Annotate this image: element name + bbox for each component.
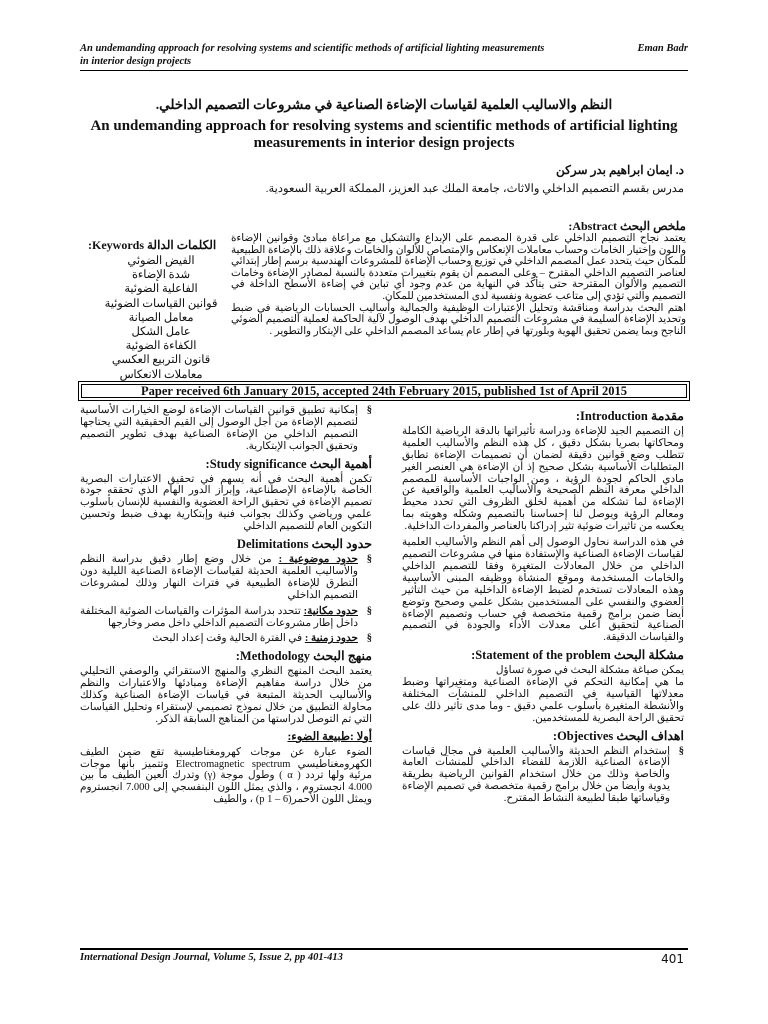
bullet-icon: § bbox=[366, 605, 372, 617]
abstract-heading: ملخص البحث Abstract: bbox=[568, 219, 686, 233]
keyword-item: معاملات الانعكاس bbox=[119, 368, 203, 381]
keyword-item: قوانين القياسات الضوئية bbox=[104, 297, 218, 310]
keyword-item: شدة الإضاءة bbox=[132, 269, 190, 282]
delimitation-item: § حدود زمنية : في الفترة الحالية وقت إعداد البحث bbox=[152, 633, 372, 645]
objective-item: § إستخدام النظم الحديثة والأساليب العلمية في مجال قياسات الإضاءة الصناعية اللازمة للفضاء الداخلي للمنشآت العامة والخاصة وذلك من خلال استخدام القوانين الرياضية بطريقة يدوية وأيضا من خلال برامج رقمية متخصصة في تصميم الإضاءة وقياساتها طبقا لطبيعة النشاط المقترح. bbox=[402, 745, 684, 805]
problem-paragraph: ما هي إمكانية التحكم في الإضاءة الصناعية ومتغيراتها وضبط معدلاتها القياسية في التصميم الداخلي للمنشآت المختلفة والأنشطة المتغيرة بأسلوب علمي دقيق - وما مدى تأثير ذلك على تحقيق الراحة البصرية للمستخدمين. bbox=[402, 677, 684, 724]
introduction-paragraph: إن التصميم الجيد للإضاءة ودراسة تأثيراتها بالدقة الرياضية الكاملة ومحاكاتها بصريا بشكل دقيق ، كل هذه النظم والأساليب العلمية تتطلب وضع قوانين دقيقة لضمان أن تصميمات الإضاءة تطابق المتطلبات الأساسية بشكل صحيح إذ أن الإضاءة هي العنصر الغير مادي الحاكم لجودة الرؤية ، ومن الواجبات الأساسية للمصمم الداخلي معرفة النظم الصحيحة والأساليب العلمية والواقعية عن الإضاءة لما تشكله من أهمية لخلق الظروف التي تحدد محيط ومعالم الرؤية ويوصل لنا إحساسنا بالتصميم وشكله وهويته بما يعكسه من تأثيرات ضوئية تثير إدراكنا بالعناصر والمفردات الداخلية. bbox=[402, 425, 684, 533]
author-affiliation: مدرس بقسم التصميم الداخلي والاثاث، جامعة الملك عبد العزيز، المملكة العربية السعودية. bbox=[265, 183, 684, 195]
introduction-heading: مقدمة Introduction: bbox=[575, 409, 684, 423]
methodology-paragraph: يعتمد البحث المنهج النظري والمنهج الاستقرائي والوصفي التحليلي من خلال دراسة مفاهيم الإضاءة ومبادئها والاعتبارات والنظم والأساليب الحديثة المتبعة في قياسات الإضاءة الصناعية وكذلك محاولة التطبيق من خلال نموذج تصميمي لإستقراء وتحليل القياسات التي تم التوصل لدراستها من المناهج السابقة الذكر. bbox=[80, 666, 372, 725]
keyword-item: الفاعلية الضوئية bbox=[124, 283, 198, 296]
title-arabic: النظم والاساليب العلمية لقياسات الإضاءة الصناعية في مشروعات التصميم الداخلي. bbox=[155, 97, 613, 112]
journal-citation: International Design Journal, Volume 5, Issue 2, pp 401-413 bbox=[80, 952, 343, 963]
keyword-item: قانون التربيع العكسي bbox=[111, 354, 211, 367]
footer-divider bbox=[80, 948, 688, 950]
header-divider bbox=[80, 70, 688, 71]
paper-dates-box bbox=[78, 381, 690, 401]
paper-dates: Paper received 6th January 2015, accepted 24th February 2015, published 1st of April 2015 bbox=[141, 384, 627, 398]
title-english: An undemanding approach for resolving systems and scientific methods of artificial lighting measurements in interior design projects bbox=[90, 118, 678, 151]
problem-paragraph: يمكن صياغة مشكلة البحث في صورة تساؤل bbox=[495, 665, 684, 677]
running-title: An undemanding approach for resolving systems and scientific methods of artificial lighting measurements in interior design projects bbox=[80, 43, 545, 67]
objectives-heading: اهداف البحث Objectives: bbox=[552, 728, 684, 743]
bullet-icon: § bbox=[678, 745, 684, 757]
bullet-icon: § bbox=[366, 633, 372, 645]
methodology-heading: منهج البحث Methodology: bbox=[235, 649, 372, 664]
delimitations-heading: حدود البحث Delimitations bbox=[236, 537, 372, 552]
keyword-item: معامل الصيانة bbox=[128, 311, 194, 324]
abstract-body bbox=[231, 233, 686, 337]
header-author: Eman Badr bbox=[637, 43, 688, 54]
author-name: د. ايمان ابراهيم بدر سركن bbox=[556, 163, 684, 177]
bullet-icon: § bbox=[366, 553, 372, 565]
objective-item: § إمكانية تطبيق قوانين القياسات الإضاءة لوضع الخيارات الأساسية لتصميم الإضاءة من أجل الوصول إلى القيم الحقيقية التي يحتاجها التصميم الداخلي من الإضاءة الصناعية بهدف تطوير التصميم وتحقيق الجوانب الإبتكارية. bbox=[80, 405, 372, 452]
introduction-paragraph: في هذه الدراسة نحاول الوصول إلى أهم النظم والأساليب العلمية لقياسات الإضاءة الصناعية والإستفادة منها في مشروعات التصميم الداخلي من خلال المعادلات المتغيرة وفقا للتصميم الداخلي والخامات المستخدمة وموقع المنشأة ووظيفه المبنى الأساسية وهذه المعادلات تستخدم لضبط الإضاءة الداخلية من حيث التأثير العضوي والنفسي على المستخدمين بشكل علمي وصحيح وتوضع أيضا ضمن برامج رقمية متخصصة في حساب وتصميم الإضاءة الصناعية لتحقيق أعلى معدلات الأداء والجودة في التصميم والقياسات الدقيقة. bbox=[402, 537, 684, 644]
light-nature-heading: أولا :طبيعة الضوء: bbox=[287, 730, 372, 743]
problem-heading: مشكلة البحث Statement of the problem: bbox=[471, 648, 684, 663]
running-header bbox=[80, 42, 688, 68]
delimitation-item: § حدود مكانية: تتحدد بدراسة المؤثرات والقياسات الضوئية المختلفة داخل إطار مشروعات التصميم الداخلي داخل مصر وخارجها bbox=[80, 605, 372, 629]
abstract-paragraph: يعتمد نجاح التصميم الداخلي على قدرة المصمم على الإبداع والتشكيل مع مراعاة مبادئ وقوانين الإضاءة واللون وإختيار الخامات وحساب معاملات الإنعكاس والإمتصاص للألوان والخامات وعلاقة ذلك بالإضاءة الطبيعية للمكان حيث يتحدد عمل المصمم الداخلي في توزيع وحساب الإضاءة للمشروعات الهندسية برسم إطار إبتدائي لعناصر التصميم الداخلي المقترح – وعلى المصمم أن يقوم بتغييرات متعددة بالنسبة لمصادر الإضاءة وخامات التصميم والألوان المقترحة حتى يتأكد في النهاية من عدم وجود أي تباين في إضاءة الأسطح الداخلة في التصميم والتي تؤدي إلى متاعب عضوية ونفسية لدى المستخدمين للمكان. bbox=[231, 233, 686, 302]
keywords-heading: الكلمات الدالة Keywords: bbox=[88, 238, 217, 252]
keyword-item: الفيض الضوئي bbox=[127, 255, 195, 267]
right-column bbox=[402, 405, 684, 809]
light-nature-paragraph: الضوء عبارة عن موجات كهرومغناطيسية تقع ضمن الطيف الكهرومغناطيسي Electromagnetic spectrum وتتميز بأنها موجات مرئية ولها تردد ( α ) وطول موجة (γ) وتدرك العين الطيف ما بين 4.000 انجستروم ، والذي يمثل اللون البنفسجي إلى 7.000 انجستروم ويمثل اللون الأحمر(6 – p 1) ، والطيف bbox=[80, 746, 372, 806]
left-column bbox=[80, 405, 372, 810]
page-number: 401 bbox=[661, 952, 684, 966]
delimitation-item: § حدود موضوعية : من خلال وضع إطار دقيق بدراسة النظم والأساليب العلمية الحديثة لقياسات الإضاءة الصناعية الليلية دون التطرق للإضاءة الطبيعية في فترات النهار وذلك لمشروعات التصميم الداخلي bbox=[80, 553, 372, 601]
keywords-list bbox=[86, 254, 236, 382]
keyword-item: الكفاءة الضوئية bbox=[125, 340, 197, 353]
abstract-paragraph: اهتم البحث بدراسة ومناقشة وتحليل الإعتبارات الوظيفية والجمالية وأساليب الحسابات الرياضية في ضبط وتحديد الإضاءة السليمة في مشروعات التصميم الداخلي بهدف الوصول لآلية الحاكمة لعملية التصميم الضوئي الناجح وبما يضمن تحقيق الهوية وبلورتها في إطار عام يساعد المصمم الداخلي على الإبتكار والتطوير . bbox=[231, 302, 686, 337]
bullet-icon: § bbox=[366, 405, 372, 416]
keyword-item: عامل الشكل bbox=[131, 326, 191, 339]
significance-heading: أهمية البحث Study significance: bbox=[205, 456, 372, 471]
significance-paragraph: تكمن أهمية البحث في أنه يسهم في تحقيق الاعتبارات البصرية الخاصة بالإضاءة الإصطناعية، وإبراز الدور الهام الذي تحققه جودة تصميم الإضاءة في تحقيق الراحة العضوية والنفسية للإنسان بأسلوب علمي ورياضي وكذلك بجوانب فنية وإبتكارية بهدف ضبط وتحسين التكوين العام للتصميم الداخلي bbox=[80, 473, 372, 533]
